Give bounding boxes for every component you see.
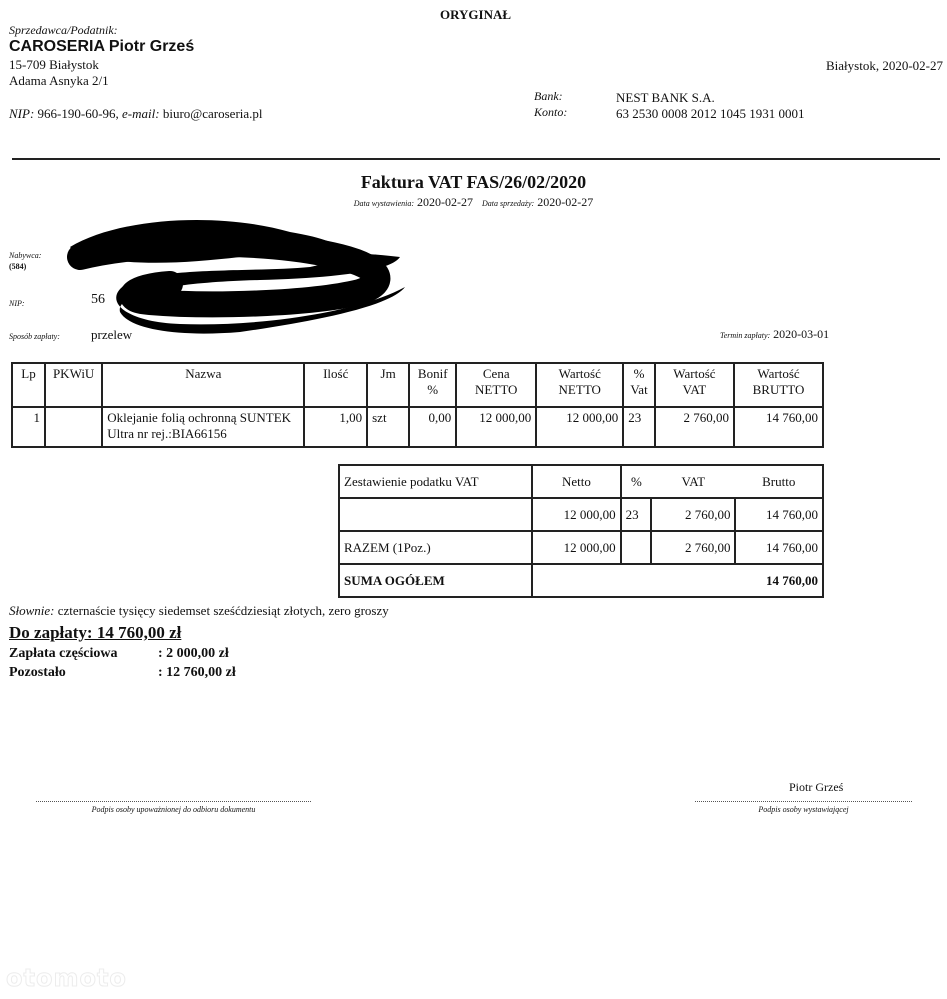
right-signature-line [695,801,912,802]
due-date-line [720,327,829,342]
left-signature-line [36,801,311,802]
bank-label: Bank: [534,89,563,103]
partial-payment-label: Zapłata częściowa [9,646,118,661]
col-vat-rate [623,363,655,407]
vat-col-rate: % [621,465,652,498]
col-net-line2: NETTO [558,382,601,397]
seller-label: Sprzedawca/Podatnik: [9,23,118,37]
seller-address-line1: 15-709 Białystok [9,57,99,72]
items-header-row [12,363,823,407]
col-vat-line2: VAT [682,382,707,397]
col-rate-line2: Vat [630,382,648,397]
buyer-label: Nabywca: [9,251,42,260]
seller-nip [9,106,263,122]
issuer-name: Piotr Grześ [789,780,844,794]
right-signature-caption: Podpis osoby wystawiającej [758,805,849,814]
vat-total-gross: 14 760,00 [735,531,823,564]
vat-total-rate [621,531,652,564]
row-name-line2: Ultra nr rej.:BIA66156 [107,426,227,441]
col-vat-line1: Wartość [673,366,716,381]
grand-total-label: SUMA OGÓŁEM [339,564,532,597]
col-gross-value [734,363,823,407]
buyer-nip: 56 [91,292,105,307]
col-gross-line1: Wartość [757,366,800,381]
partial-payment-value: : 2 000,00 zł [158,646,229,661]
col-discount-line2: % [427,382,439,397]
col-price-line1: Cena [482,366,510,381]
payment-method: przelew [91,327,133,342]
payment-method-label: Sposób zapłaty: [9,332,60,341]
vat-row-gross: 14 760,00 [735,498,823,531]
items-table [11,362,824,448]
due-date-label: Termin zapłaty: [720,331,771,340]
vat-row-net: 12 000,00 [532,498,620,531]
grand-total-value: 14 760,00 [532,564,823,597]
seller-address-line2: Adama Asnyka 2/1 [9,73,109,88]
issue-date-label: Data wystawienia: [353,199,414,208]
sale-date: 2020-02-27 [537,195,594,209]
col-unit: Jm [367,363,409,407]
col-gross-line2: BRUTTO [752,382,805,397]
row-unit: szt [367,407,409,447]
email-value: biuro@caroseria.pl [162,106,263,121]
row-name [102,407,304,447]
row-pkwiu [45,407,102,447]
vat-total-row [339,531,823,564]
col-lp: Lp [12,363,45,407]
redaction-scribble [60,212,420,342]
header-divider [12,158,940,160]
row-price: 12 000,00 [456,407,536,447]
col-net-value [536,363,623,407]
col-vat-value [655,363,734,407]
vat-summary-title: Zestawienie podatku VAT [339,465,532,498]
col-name: Nazwa [102,363,304,407]
buyer-nip-label: NIP: [9,299,25,308]
invoice-title: Faktura VAT FAS/26/02/2020 [360,172,587,192]
remaining-label: Pozostało [9,665,66,680]
account-value: 63 2530 0008 2012 1045 1931 0001 [616,106,805,121]
row-vat: 2 760,00 [655,407,734,447]
original-label: ORYGINAŁ [440,7,512,22]
vat-col-vat: VAT [651,465,735,498]
words-label: Słownie: [9,603,55,618]
invoice-dates [0,195,947,210]
seller-name: CAROSERIA Piotr Grześ [9,38,195,55]
vat-summary-header-row [339,465,823,498]
vat-rate-row-label [339,498,532,531]
col-price-line2: NETTO [475,382,518,397]
place-date: Białystok, 2020-02-27 [826,58,943,73]
buyer-id: (584) [9,262,27,271]
vat-grand-total-row [339,564,823,597]
col-price [456,363,536,407]
vat-col-net: Netto [532,465,620,498]
row-net: 12 000,00 [536,407,623,447]
table-row [12,407,823,447]
col-qty: Ilość [304,363,367,407]
row-lp: 1 [12,407,45,447]
col-discount-line1: Bonif [417,366,448,381]
row-qty: 1,00 [304,407,367,447]
row-discount: 0,00 [409,407,456,447]
col-net-line1: Wartość [558,366,601,381]
vat-total-vat: 2 760,00 [651,531,735,564]
col-discount [409,363,456,407]
nip-label: NIP: [9,106,35,121]
vat-total-label: RAZEM (1Poz.) [339,531,532,564]
amount-due: Do zapłaty: 14 760,00 zł [9,623,182,642]
nip-value: 966-190-60-96, [37,106,119,121]
left-signature-caption: Podpis osoby upoważnionej do odbioru dokumentu [91,805,256,814]
col-pkwiu: PKWiU [45,363,102,407]
sale-date-label: Data sprzedaży: [482,199,535,208]
amount-in-words [9,603,389,619]
remaining-value: : 12 760,00 zł [158,665,236,680]
row-gross: 14 760,00 [734,407,823,447]
vat-rate-row [339,498,823,531]
vat-col-gross: Brutto [735,465,823,498]
email-label: e-mail: [122,106,160,121]
bank-value: NEST BANK S.A. [616,90,715,105]
row-rate: 23 [623,407,655,447]
watermark-logo: otomoto [6,964,127,992]
vat-row-rate: 23 [621,498,652,531]
words-value: czternaście tysięcy siedemset sześćdziesiąt złotych, zero groszy [57,603,389,618]
due-date: 2020-03-01 [773,327,830,341]
col-rate-line1: % [633,366,645,381]
issue-date: 2020-02-27 [417,195,473,209]
vat-row-vat: 2 760,00 [651,498,735,531]
row-name-line1: Oklejanie folią ochronną SUNTEK [107,410,292,425]
vat-total-net: 12 000,00 [532,531,620,564]
account-label: Konto: [534,105,568,119]
vat-summary-table [338,464,824,598]
